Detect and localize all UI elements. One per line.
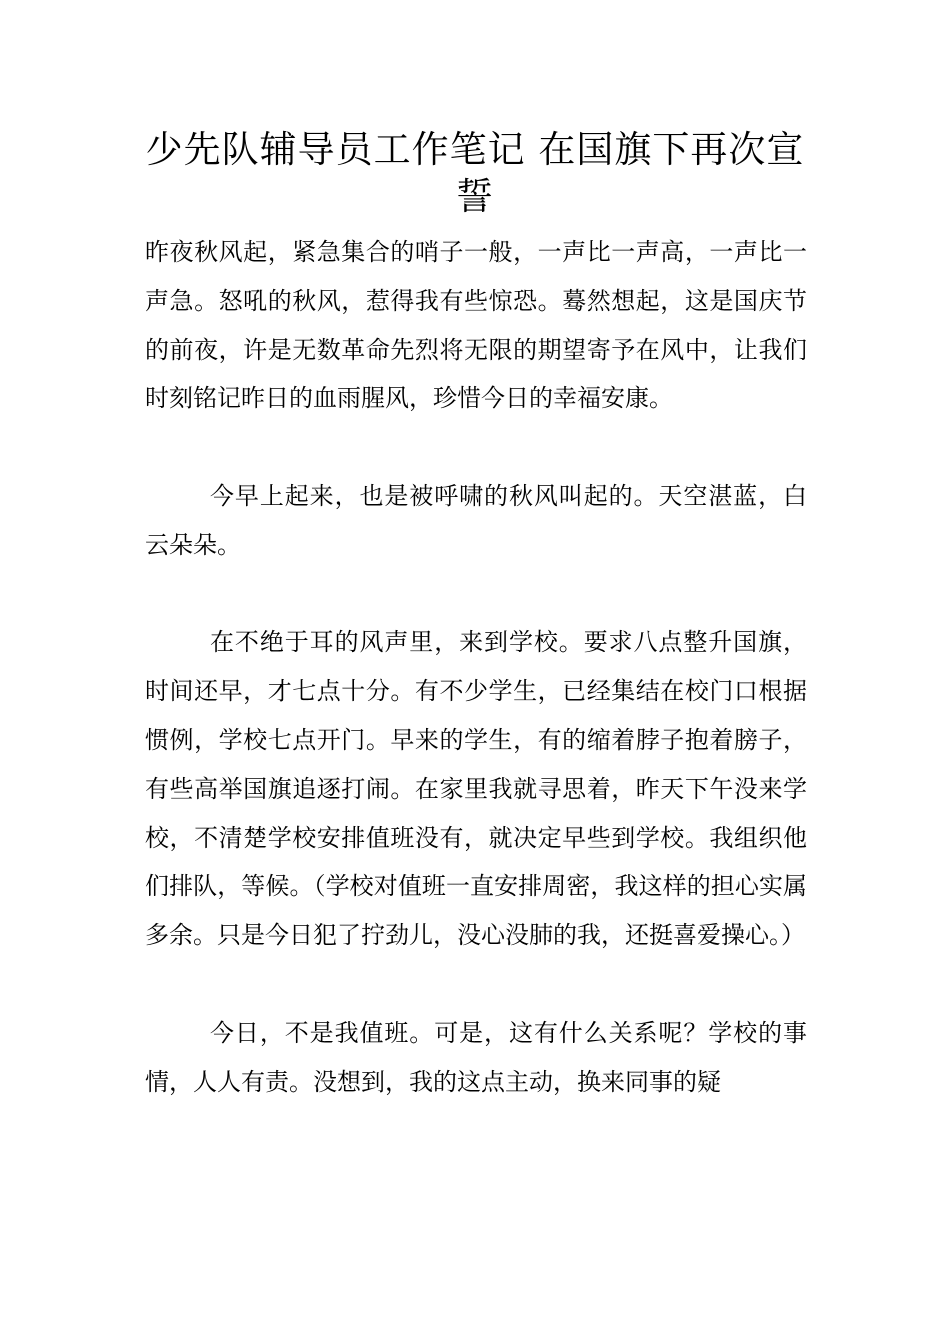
paragraph-4: 今日，不是我值班。可是，这有什么关系呢？学校的事情，人人有责。没想到，我的这点主动，换来同事的疑	[145, 1018, 807, 1096]
paragraph-3: 在不绝于耳的风声里，来到学校。要求八点整升国旗，时间还早，才七点十分。有不少学生，已经集结在校门口根据惯例，学校七点开门。早来的学生，有的缩着脖子抱着膀子，有些高举国旗追逐打闹。在家里我就寻思着，昨天下午没来学校，不清楚学校安排值班没有，就决定早些到学校。我组织他们排队，等候。（学校对值班一直安排周密，我这样的担心实属多余。只是今日犯了拧劲儿，没心没肺的我，还挺喜爱操心。）	[145, 628, 807, 950]
paragraph-1: 昨夜秋风起，紧急集合的哨子一般，一声比一声高，一声比一声急。怒吼的秋风，惹得我有些惊恐。蓦然想起，这是国庆节的前夜，许是无数革命先烈将无限的期望寄予在风中，让我们时刻铭记昨日的血雨腥风，珍惜今日的幸福安康。	[145, 238, 807, 413]
document-body	[145, 228, 807, 1155]
document-title: 少先队辅导员工作笔记 在国旗下再次宣誓	[145, 128, 805, 218]
paragraph-2: 今早上起来，也是被呼啸的秋风叫起的。天空湛蓝，白云朵朵。	[145, 481, 807, 559]
